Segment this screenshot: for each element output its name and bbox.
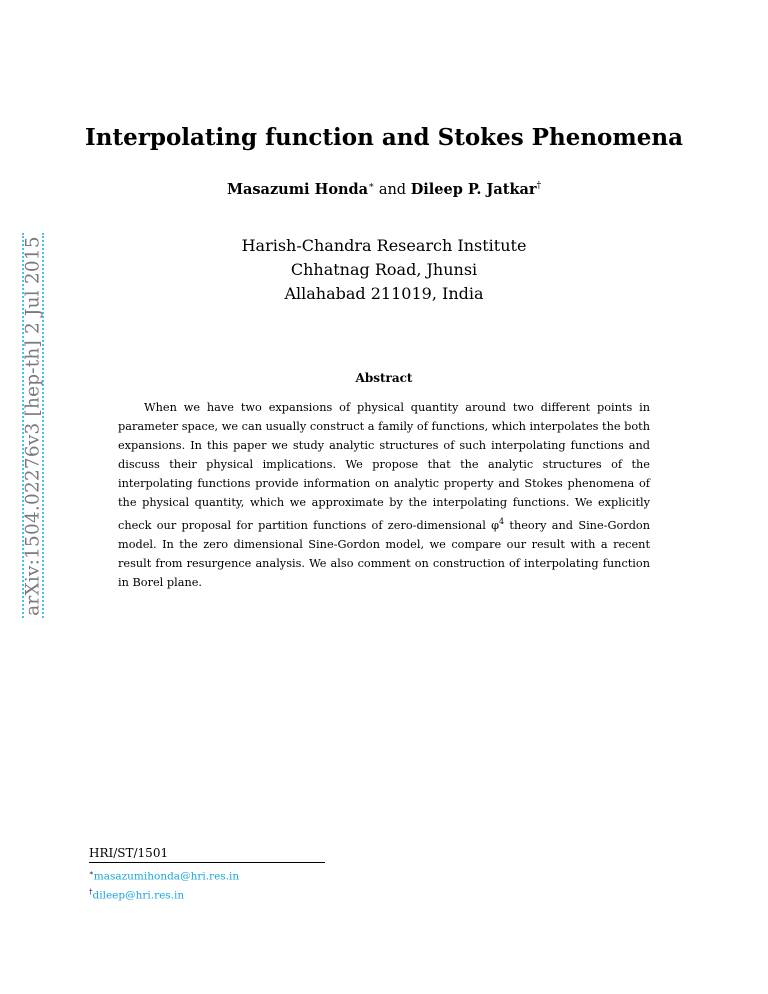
abstract-text-part-2: theory and Sine-Gordon model. In the zero dimensional Sine-Gordon model, we compare our result with a recent result from resurgence analysis. We also comment on construction of interpolating function in Borel plane.	[118, 518, 650, 589]
affiliation-line-2: Chhatnag Road, Jhunsi	[290, 260, 478, 279]
author-connector: and	[378, 182, 407, 198]
paper-title: Interpolating function and Stokes Phenomena	[85, 124, 683, 151]
email-link-2[interactable]: dileep@hri.res.in	[92, 889, 185, 901]
report-number: HRI/ST/1501	[89, 846, 169, 860]
author-name-2: Dileep P. Jatkar	[410, 181, 537, 198]
arxiv-identifier[interactable]: arXiv:1504.02276v3 [hep-th] 2 Jul 2015	[22, 235, 44, 616]
footnote-1	[89, 866, 239, 885]
abstract-text-part-1: When we have two expansions of physical quantity around two different points in parameter space, we can usually construct a family of functions, which interpolates the both expansions. In this paper we study analytic structures of such interpolating functions and discuss their physical implications. We propose that the analytic structures of the interpolating functions provide information on analytic property and Stokes phenomena of the physical quantity, which we approximate by the interpolating functions. We explicitly check our proposal for partition functions of zero-dimensional φ	[118, 401, 650, 532]
abstract-text	[118, 398, 650, 592]
footnote-2-mark: †	[89, 887, 93, 896]
footnote-rule	[89, 862, 325, 863]
footnote-1-mark: ∗	[89, 869, 94, 877]
footnote-mark-2: †	[536, 181, 542, 192]
email-link-1[interactable]: masazumihonda@hri.res.in	[93, 870, 240, 883]
author-name-1: Masazumi Honda	[226, 181, 369, 198]
affiliation-line-3: Allahabad 211019, India	[284, 284, 484, 303]
footnote-2	[89, 885, 239, 904]
affiliation-line-1: Harish-Chandra Research Institute	[241, 236, 527, 255]
abstract-superscript: 4	[499, 517, 505, 526]
footnote-mark-1: ∗	[368, 181, 375, 192]
footnotes	[89, 866, 239, 903]
author-line	[0, 181, 768, 198]
abstract-heading: Abstract	[355, 371, 413, 385]
affiliation-block	[0, 234, 768, 306]
